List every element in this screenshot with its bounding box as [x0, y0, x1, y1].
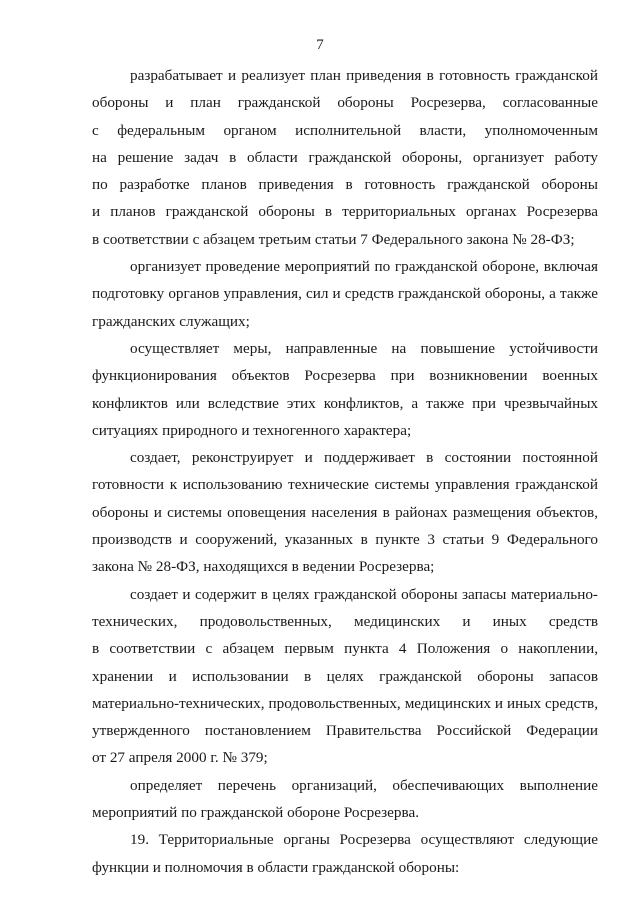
- text-line: обороны и план гражданской обороны Росрезерва, согласованные: [92, 94, 598, 112]
- text-line: утвержденного постановлением Правительства Российской Федерации: [92, 722, 598, 740]
- text-line: в соответствии с абзацем третьим статьи 7 Федерального закона № 28-ФЗ;: [92, 230, 575, 248]
- text-line: и планов гражданской обороны в территориальных органах Росрезерва: [92, 203, 598, 221]
- text-line: на решение задач в области гражданской обороны, организует работу: [92, 148, 598, 166]
- text-line: технических, продовольственных, медицинских и иных средств: [92, 612, 598, 630]
- text-line: ситуациях природного и техногенного характера;: [92, 421, 412, 439]
- text-line: конфликтов или вследствие этих конфликтов, а также при чрезвычайных: [92, 394, 598, 412]
- text-line: закона № 28-ФЗ, находящихся в ведении Росрезерва;: [92, 558, 435, 576]
- paragraph: [92, 335, 598, 444]
- paragraph: [92, 62, 598, 253]
- paragraph: [92, 444, 598, 580]
- page-number: 7: [316, 37, 324, 53]
- text-line: в соответствии с абзацем первым пункта 4 Положения о накоплении,: [92, 640, 598, 658]
- text-line: с федеральным органом исполнительной власти, уполномоченным: [92, 121, 598, 139]
- text-line: разрабатывает и реализует план приведения в готовность гражданской: [130, 67, 598, 84]
- document-body: [92, 62, 598, 881]
- text-line: 19. Территориальные органы Росрезерва осуществляют следующие: [130, 831, 598, 849]
- text-line: материально-технических, продовольственных, медицинских и иных средств,: [92, 694, 598, 712]
- text-line: функционирования объектов Росрезерва при возникновении военных: [92, 367, 598, 385]
- text-line: хранении и использовании в целях гражданской обороны запасов: [92, 667, 598, 685]
- text-line: создает и содержит в целях гражданской обороны запасы материально-: [130, 585, 598, 603]
- paragraph: [92, 581, 598, 772]
- text-line: определяет перечень организаций, обеспечивающих выполнение: [130, 776, 598, 794]
- text-line: организует проведение мероприятий по гражданской обороне, включая: [130, 258, 598, 276]
- text-line: производств и сооружений, указанных в пункте 3 статьи 9 Федерального: [92, 531, 598, 549]
- text-line: готовности к использованию технические системы управления гражданской: [92, 476, 598, 494]
- text-line: по разработке планов приведения в готовность гражданской обороны: [92, 176, 598, 194]
- paragraph: [92, 826, 598, 881]
- text-line: от 27 апреля 2000 г. № 379;: [92, 749, 268, 767]
- text-line: гражданских служащих;: [92, 312, 250, 330]
- paragraph: [92, 253, 598, 335]
- text-line: функции и полномочия в области гражданской обороны:: [92, 858, 460, 876]
- text-line: осуществляет меры, направленные на повышение устойчивости: [130, 339, 598, 357]
- text-line: мероприятий по гражданской обороне Росрезерва.: [92, 804, 420, 822]
- text-line: обороны и системы оповещения населения в районах размещения объектов,: [92, 503, 598, 521]
- text-line: создает, реконструирует и поддерживает в состоянии постоянной: [130, 449, 598, 467]
- text-line: подготовку органов управления, сил и средств гражданской обороны, а также: [92, 285, 598, 303]
- paragraph: [92, 772, 598, 827]
